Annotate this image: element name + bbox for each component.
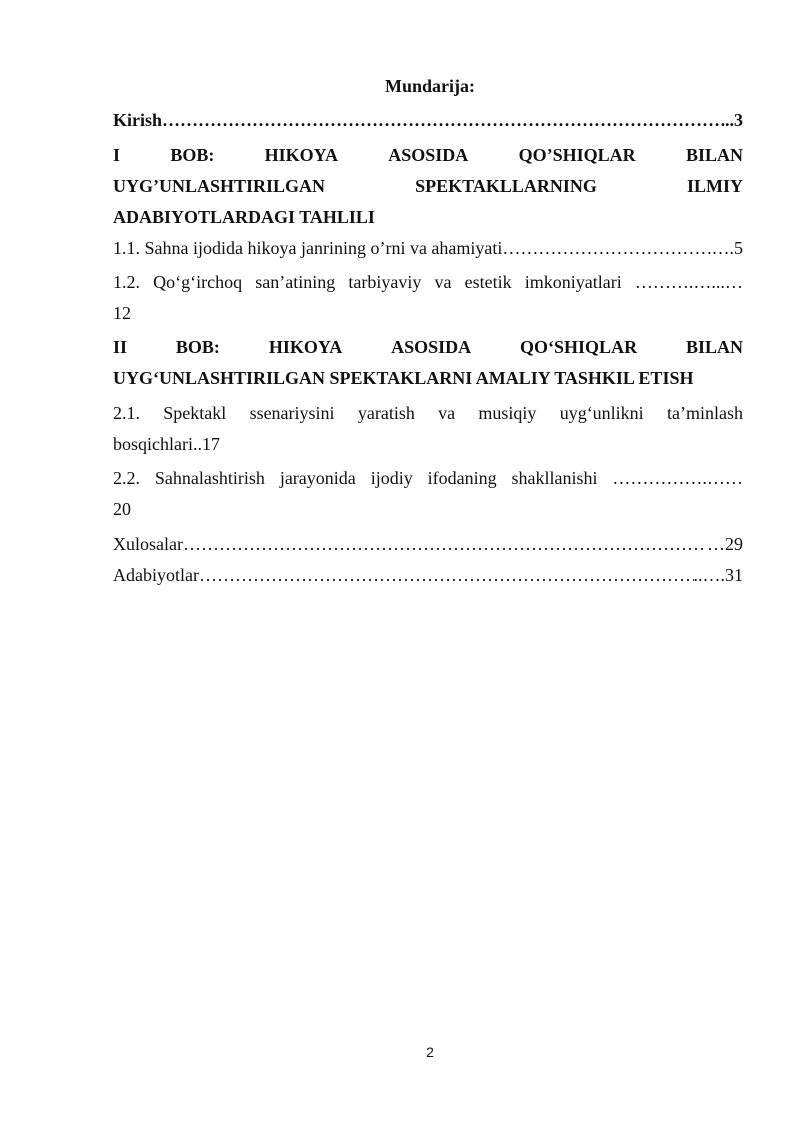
toc-chapter-1-heading-line3: ADABIYOTLARDAGI TAHLILI	[113, 207, 375, 227]
toc-chapter-2-heading	[113, 336, 743, 358]
toc-entry-intro	[113, 109, 743, 131]
entry-word: jarayonida	[279, 468, 356, 488]
heading-word: BILAN	[685, 337, 743, 357]
heading-word: HIKOYA	[268, 337, 343, 357]
entry-word: Spektakl	[163, 403, 227, 423]
heading-word: QO’SHIQLAR	[518, 145, 636, 165]
entry-word: Qo‘g‘irchoq	[153, 272, 243, 292]
entry-word: 2.2.	[113, 468, 140, 488]
entry-word: ta’minlash	[666, 403, 743, 423]
toc-entry-1-2	[113, 271, 743, 293]
heading-word: II	[113, 337, 128, 357]
entry-word: musiqiy	[478, 403, 537, 423]
entry-word: 2.1.	[113, 403, 140, 423]
entry-word: ……….…...…	[634, 272, 743, 292]
toc-chapter-2-heading-line2: UYG‘UNLASHTIRILGAN SPEKTAKLARNI AMALIY TASHKIL ETISH	[113, 368, 694, 388]
entry-word: san’atining	[255, 272, 336, 292]
toc-entry-page: ..3	[725, 110, 743, 130]
entry-word: 1.2.	[113, 272, 140, 292]
heading-word: HIKOYA	[264, 145, 338, 165]
entry-word: tarbiyaviy	[348, 272, 422, 292]
heading-word: ILMIY	[686, 176, 743, 196]
toc-entry-page: …29	[707, 534, 743, 554]
toc-entry-label: Xulosalar	[113, 534, 183, 554]
entry-word: estetik	[464, 272, 512, 292]
toc-entry-label: 1.1. Sahna ijodida hikoya janrining o’rni va ahamiyati	[113, 238, 503, 258]
entry-word: va	[434, 272, 452, 292]
heading-word: BOB:	[170, 145, 215, 165]
toc-entry-2-1-line2: bosqichlari..17	[113, 434, 220, 454]
entry-word: …………….……	[612, 468, 743, 488]
toc-leader-dots	[162, 109, 725, 131]
entry-word: imkoniyatlari	[524, 272, 622, 292]
heading-word: BOB:	[175, 337, 220, 357]
heading-word: ASOSIDA	[388, 145, 469, 165]
toc-entry-label: Kirish	[113, 110, 163, 130]
entry-word: ifodaning	[427, 468, 497, 488]
toc-chapter-1-heading-line2	[113, 175, 743, 197]
entry-word: ssenariysini	[249, 403, 335, 423]
toc-entry-2-2	[113, 467, 743, 489]
toc-leader-dots	[183, 533, 707, 555]
entry-word: va	[438, 403, 456, 423]
toc-entry-conclusions	[113, 533, 743, 555]
toc-entry-page: ..….31	[693, 565, 743, 585]
entry-word: Sahnalashtirish	[154, 468, 265, 488]
entry-word: shakllanishi	[511, 468, 598, 488]
toc-entry-page: 20	[113, 499, 131, 519]
toc-entry-1-1	[113, 237, 743, 259]
toc-title: Mundarija:	[385, 76, 475, 96]
heading-word: QO‘SHIQLAR	[520, 337, 638, 357]
toc-entry-2-1	[113, 402, 743, 424]
entry-word: yaratish	[357, 403, 415, 423]
heading-word: SPEKTAKLLARNING	[415, 176, 597, 196]
toc-leader-dots	[199, 564, 694, 586]
heading-word: I	[113, 145, 121, 165]
page-number: 2	[426, 1044, 434, 1060]
heading-word: ASOSIDA	[391, 337, 472, 357]
toc-entry-page: 12	[113, 303, 131, 323]
toc-entry-references	[113, 564, 743, 586]
toc-chapter-1-heading	[113, 144, 743, 166]
toc-leader-dots	[502, 237, 711, 259]
heading-word: BILAN	[685, 145, 743, 165]
entry-word: ijodiy	[370, 468, 413, 488]
heading-word: UYG’UNLASHTIRILGAN	[113, 176, 326, 196]
toc-entry-label: Adabiyotlar	[113, 565, 199, 585]
entry-word: uyg‘unlikni	[559, 403, 644, 423]
toc-entry-page: ….5	[711, 238, 743, 258]
